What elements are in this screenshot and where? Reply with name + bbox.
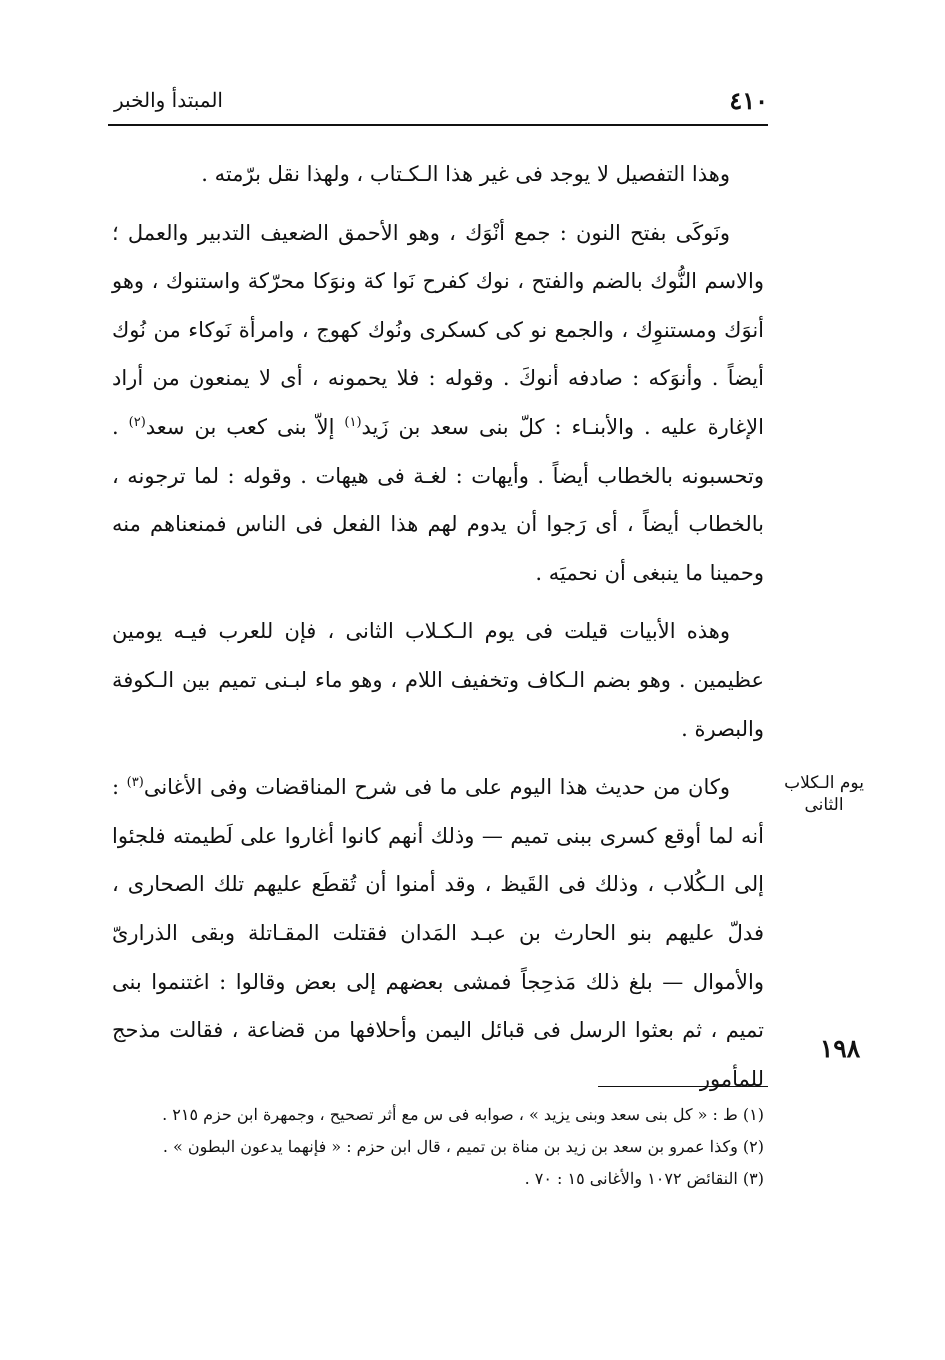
- footnote-ref-2: (٢): [128, 414, 146, 430]
- footnote-1: (١) ط : « كل بنى سعد وبنى يزيد » ، صوابه فى س مع أثر تصحيح ، وجمهرة ابن حزم ٢١٥ .: [162, 1105, 764, 1124]
- footnotes: [112, 1100, 764, 1196]
- paragraph-2-text-end: . وتحسبونه بالخطاب أيضاً . وأيهات : لغـة فى هيهات . وقوله : لما ترجونه ، بالخطاب أيضاً ، أى رَجوا أن يدوم لهم هذا الفعل فى الناس فمنعناهم منه وحمينا ما ينبغى أن نحميَه .: [112, 414, 764, 585]
- paragraph-4-text-cont: : أنه لما أوقع كسرى ببنى تميم — وذلك أنهم كانوا أغاروا على لَطيمته فلجئوا إلى الـكُلاب ، وذلك فى القَيظ ، وقد أمنوا أن تُقطَع عليهم تلك الصحارى ، فدلّ عليهم بنو الحارث بن عبـد المَدان فقتلت المقـاتلة وبقى الذرارىّ والأموال — بلغ ذلك مَذحِجاً فمشى بعضهم إلى بعض وقالوا : اغتنموا بنى تميم ، ثم بعثوا الرسل فى قبائل اليمن وأحلافها من قضاعة ، فقالت مذحج للمأمور: [112, 775, 764, 1091]
- footnote-2: (٢) وكذا عمرو بن سعد بن زيد بن مناة بن تميم ، قال ابن حزم : « فإنهما يدعون البطون » .: [162, 1137, 764, 1156]
- margin-number: ١٩٨: [819, 1034, 861, 1063]
- main-text: [112, 150, 764, 1103]
- paragraph-4-text: وكان من حديث هذا اليوم على ما فى شرح المناقضات وفى الأغانى: [143, 775, 730, 800]
- footnote-3: (٣) النقائض ١٠٧٢ والأغانى ١٥ : ٧٠ .: [524, 1169, 764, 1188]
- footnote-rule: [598, 1086, 768, 1087]
- paragraph-2: [112, 209, 764, 598]
- paragraph-2-text-cont: إلاّ بنى كعب بن سعد: [145, 414, 345, 439]
- margin-note-line-1: يوم الـكلاب: [784, 773, 864, 793]
- margin-note: [776, 772, 872, 816]
- running-title: المبتدأ والخبر: [114, 88, 223, 112]
- footnote-ref-3: (٣): [126, 775, 144, 791]
- margin-note-line-2: الثانى: [804, 795, 844, 815]
- paragraph-1: وهذا التفصيل لا يوجد فى غير هذا الـكـتاب ، ولهذا نقل برّمته .: [201, 162, 730, 186]
- page-header: [108, 86, 768, 122]
- footnote-ref-1: (١): [344, 414, 362, 430]
- header-rule: [108, 124, 768, 126]
- paragraph-3: وهذه الأبيات قيلت فى يوم الـكـلاب الثانى ، فإن للعرب فيـه يومين عظيمين . وهو بضم الـكاف وتخفيف اللام ، وهو ماء لبـنى تميم بين الـكوفة والبصرة .: [112, 619, 764, 741]
- page-number: ٤١٠: [729, 86, 768, 115]
- paragraph-4: [112, 763, 764, 1103]
- paragraph-2-text: ونَوكَى بفتح النون : جمع أنْوَك ، وهو الأحمق الضعيف التدبير والعمل ؛ والاسم النُّوك بالضم والفتح ، نوك كفرح نَوا كة ونوَكا محرّكة واستنوك ، وهو أنوَك ومستنوِك ، والجمع نو كى كسكرى ونُوك كهوج ، وامرأة نَوكاء من نُوك أيضاً . وأنوَكه : صادفه أنوكَ . وقوله : فلا يحمونه ، أى لا يمنعون من أراد الإغارة عليه . والأبنـاء : كلّ بنى سعد بن زَيد: [112, 220, 764, 439]
